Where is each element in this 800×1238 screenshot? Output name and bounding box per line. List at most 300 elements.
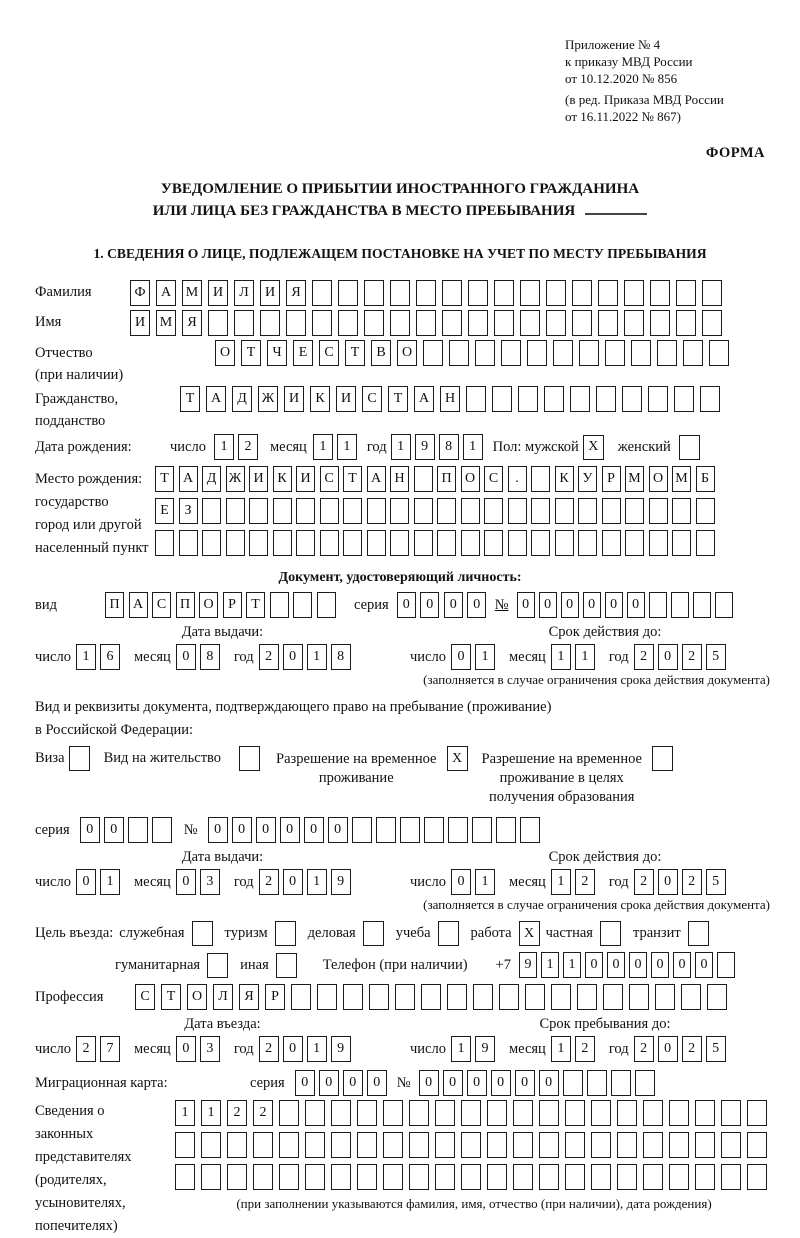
char-cell[interactable]: [577, 984, 597, 1010]
char-cell[interactable]: 0: [283, 1036, 303, 1062]
char-cell[interactable]: [449, 340, 469, 366]
char-cell[interactable]: Т: [388, 386, 408, 412]
char-cell[interactable]: [442, 310, 462, 336]
char-cell[interactable]: [572, 280, 592, 306]
char-cell[interactable]: [617, 1164, 637, 1190]
char-cell[interactable]: [501, 340, 521, 366]
char-cell[interactable]: У: [578, 466, 597, 492]
char-cell[interactable]: И: [336, 386, 356, 412]
char-cell[interactable]: 0: [515, 1070, 535, 1096]
char-cell[interactable]: [657, 340, 677, 366]
char-cell[interactable]: [596, 386, 616, 412]
char-cell[interactable]: [249, 498, 268, 524]
char-cell[interactable]: 0: [367, 1070, 387, 1096]
char-cell[interactable]: 1: [563, 952, 581, 978]
char-cell[interactable]: 0: [176, 644, 196, 670]
char-cell[interactable]: 0: [328, 817, 348, 843]
char-cell[interactable]: [674, 386, 694, 412]
char-cell[interactable]: [395, 984, 415, 1010]
char-cell[interactable]: [253, 1164, 273, 1190]
char-cell[interactable]: [496, 817, 516, 843]
char-cell[interactable]: [696, 530, 715, 556]
char-cell[interactable]: [331, 1164, 351, 1190]
char-cell[interactable]: [578, 498, 597, 524]
char-cell[interactable]: [312, 310, 332, 336]
char-cell[interactable]: [487, 1164, 507, 1190]
char-cell[interactable]: 0: [343, 1070, 363, 1096]
char-cell[interactable]: 0: [176, 869, 196, 895]
char-cell[interactable]: [484, 498, 503, 524]
char-cell[interactable]: 0: [585, 952, 603, 978]
char-cell[interactable]: 9: [475, 1036, 495, 1062]
char-cell[interactable]: [201, 1132, 221, 1158]
char-cell[interactable]: 2: [682, 1036, 702, 1062]
char-cell[interactable]: [650, 310, 670, 336]
char-cell[interactable]: [270, 592, 289, 618]
char-cell[interactable]: И: [130, 310, 150, 336]
char-cell[interactable]: [721, 1132, 741, 1158]
char-cell[interactable]: [226, 498, 245, 524]
char-cell[interactable]: [208, 310, 228, 336]
char-cell[interactable]: [442, 280, 462, 306]
char-cell[interactable]: 2: [238, 434, 258, 460]
char-cell[interactable]: [409, 1100, 429, 1126]
char-cell[interactable]: 0: [176, 1036, 196, 1062]
char-cell[interactable]: 2: [575, 1036, 595, 1062]
char-cell[interactable]: [447, 984, 467, 1010]
char-cell[interactable]: 1: [463, 434, 483, 460]
char-cell[interactable]: [531, 466, 550, 492]
char-cell[interactable]: 1: [391, 434, 411, 460]
visa-checkbox[interactable]: [69, 746, 90, 771]
char-cell[interactable]: [643, 1132, 663, 1158]
char-cell[interactable]: [305, 1164, 325, 1190]
char-cell[interactable]: [234, 310, 254, 336]
char-cell[interactable]: [531, 530, 550, 556]
char-cell[interactable]: И: [208, 280, 228, 306]
char-cell[interactable]: [617, 1132, 637, 1158]
char-cell[interactable]: П: [437, 466, 456, 492]
char-cell[interactable]: [602, 530, 621, 556]
char-cell[interactable]: 8: [331, 644, 351, 670]
purpose-humanitarian-checkbox[interactable]: [207, 953, 228, 978]
char-cell[interactable]: 0: [658, 1036, 678, 1062]
char-cell[interactable]: 2: [575, 869, 595, 895]
char-cell[interactable]: Р: [602, 466, 621, 492]
char-cell[interactable]: [305, 1132, 325, 1158]
char-cell[interactable]: [466, 386, 486, 412]
char-cell[interactable]: [435, 1132, 455, 1158]
char-cell[interactable]: З: [179, 498, 198, 524]
char-cell[interactable]: Т: [161, 984, 181, 1010]
char-cell[interactable]: [423, 340, 443, 366]
char-cell[interactable]: 0: [295, 1070, 315, 1096]
char-cell[interactable]: 1: [475, 869, 495, 895]
char-cell[interactable]: [227, 1164, 247, 1190]
char-cell[interactable]: [461, 530, 480, 556]
char-cell[interactable]: А: [129, 592, 148, 618]
purpose-other-checkbox[interactable]: [276, 953, 297, 978]
char-cell[interactable]: 3: [200, 869, 220, 895]
char-cell[interactable]: [555, 530, 574, 556]
char-cell[interactable]: 0: [319, 1070, 339, 1096]
char-cell[interactable]: 2: [259, 869, 279, 895]
char-cell[interactable]: [643, 1100, 663, 1126]
char-cell[interactable]: [317, 984, 337, 1010]
char-cell[interactable]: В: [371, 340, 391, 366]
char-cell[interactable]: [598, 280, 618, 306]
char-cell[interactable]: А: [179, 466, 198, 492]
char-cell[interactable]: [513, 1164, 533, 1190]
char-cell[interactable]: 1: [214, 434, 234, 460]
char-cell[interactable]: [260, 310, 280, 336]
char-cell[interactable]: 0: [561, 592, 579, 618]
char-cell[interactable]: [598, 310, 618, 336]
char-cell[interactable]: [487, 1132, 507, 1158]
char-cell[interactable]: [468, 310, 488, 336]
char-cell[interactable]: К: [555, 466, 574, 492]
char-cell[interactable]: [293, 592, 312, 618]
char-cell[interactable]: [357, 1100, 377, 1126]
char-cell[interactable]: 0: [283, 644, 303, 670]
char-cell[interactable]: [572, 310, 592, 336]
char-cell[interactable]: Е: [155, 498, 174, 524]
char-cell[interactable]: [390, 498, 409, 524]
char-cell[interactable]: [650, 280, 670, 306]
char-cell[interactable]: [695, 1164, 715, 1190]
char-cell[interactable]: [369, 984, 389, 1010]
char-cell[interactable]: 1: [307, 644, 327, 670]
char-cell[interactable]: [625, 530, 644, 556]
char-cell[interactable]: [587, 1070, 607, 1096]
char-cell[interactable]: 2: [634, 644, 654, 670]
char-cell[interactable]: [175, 1164, 195, 1190]
char-cell[interactable]: 2: [76, 1036, 96, 1062]
char-cell[interactable]: [525, 984, 545, 1010]
char-cell[interactable]: [475, 340, 495, 366]
char-cell[interactable]: Т: [180, 386, 200, 412]
char-cell[interactable]: [520, 817, 540, 843]
char-cell[interactable]: О: [187, 984, 207, 1010]
char-cell[interactable]: [331, 1100, 351, 1126]
char-cell[interactable]: 1: [337, 434, 357, 460]
char-cell[interactable]: [305, 1100, 325, 1126]
char-cell[interactable]: О: [199, 592, 218, 618]
char-cell[interactable]: [539, 1164, 559, 1190]
char-cell[interactable]: 2: [227, 1100, 247, 1126]
char-cell[interactable]: [655, 984, 675, 1010]
purpose-transit-checkbox[interactable]: [688, 921, 709, 946]
char-cell[interactable]: [649, 592, 667, 618]
char-cell[interactable]: [707, 984, 727, 1010]
char-cell[interactable]: Р: [223, 592, 242, 618]
char-cell[interactable]: А: [414, 386, 434, 412]
char-cell[interactable]: [357, 1132, 377, 1158]
char-cell[interactable]: М: [625, 466, 644, 492]
char-cell[interactable]: [602, 498, 621, 524]
temp-permit-checkbox[interactable]: X: [447, 746, 468, 771]
char-cell[interactable]: [693, 592, 711, 618]
char-cell[interactable]: [676, 280, 696, 306]
char-cell[interactable]: [702, 280, 722, 306]
char-cell[interactable]: 1: [201, 1100, 221, 1126]
char-cell[interactable]: М: [156, 310, 176, 336]
char-cell[interactable]: [747, 1132, 767, 1158]
char-cell[interactable]: [672, 530, 691, 556]
char-cell[interactable]: [357, 1164, 377, 1190]
char-cell[interactable]: [468, 280, 488, 306]
purpose-work-checkbox[interactable]: X: [519, 921, 540, 946]
char-cell[interactable]: [461, 1100, 481, 1126]
char-cell[interactable]: 2: [253, 1100, 273, 1126]
char-cell[interactable]: [367, 498, 386, 524]
char-cell[interactable]: [629, 984, 649, 1010]
char-cell[interactable]: [563, 1070, 583, 1096]
char-cell[interactable]: [643, 1164, 663, 1190]
char-cell[interactable]: [409, 1132, 429, 1158]
char-cell[interactable]: [625, 498, 644, 524]
char-cell[interactable]: [364, 310, 384, 336]
char-cell[interactable]: 0: [451, 869, 471, 895]
char-cell[interactable]: 9: [519, 952, 537, 978]
char-cell[interactable]: [551, 984, 571, 1010]
char-cell[interactable]: [669, 1100, 689, 1126]
char-cell[interactable]: Ж: [226, 466, 245, 492]
char-cell[interactable]: [721, 1164, 741, 1190]
char-cell[interactable]: 1: [313, 434, 333, 460]
char-cell[interactable]: [390, 530, 409, 556]
char-cell[interactable]: 0: [491, 1070, 511, 1096]
char-cell[interactable]: [414, 466, 433, 492]
char-cell[interactable]: [338, 310, 358, 336]
char-cell[interactable]: 0: [80, 817, 100, 843]
char-cell[interactable]: 2: [259, 1036, 279, 1062]
char-cell[interactable]: 9: [331, 1036, 351, 1062]
char-cell[interactable]: [513, 1100, 533, 1126]
char-cell[interactable]: 0: [443, 1070, 463, 1096]
char-cell[interactable]: [565, 1164, 585, 1190]
char-cell[interactable]: [508, 530, 527, 556]
char-cell[interactable]: [155, 530, 174, 556]
char-cell[interactable]: 0: [444, 592, 463, 618]
char-cell[interactable]: [202, 498, 221, 524]
char-cell[interactable]: 0: [208, 817, 228, 843]
char-cell[interactable]: 8: [439, 434, 459, 460]
char-cell[interactable]: 0: [304, 817, 324, 843]
char-cell[interactable]: [383, 1164, 403, 1190]
char-cell[interactable]: 0: [627, 592, 645, 618]
char-cell[interactable]: [473, 984, 493, 1010]
char-cell[interactable]: [683, 340, 703, 366]
char-cell[interactable]: [617, 1100, 637, 1126]
char-cell[interactable]: [484, 530, 503, 556]
char-cell[interactable]: Т: [343, 466, 362, 492]
char-cell[interactable]: [343, 530, 362, 556]
char-cell[interactable]: 1: [175, 1100, 195, 1126]
char-cell[interactable]: К: [273, 466, 292, 492]
char-cell[interactable]: [631, 340, 651, 366]
char-cell[interactable]: О: [461, 466, 480, 492]
char-cell[interactable]: [624, 280, 644, 306]
char-cell[interactable]: [312, 280, 332, 306]
char-cell[interactable]: 9: [415, 434, 435, 460]
char-cell[interactable]: [508, 498, 527, 524]
purpose-study-checkbox[interactable]: [438, 921, 459, 946]
char-cell[interactable]: [555, 498, 574, 524]
char-cell[interactable]: Т: [241, 340, 261, 366]
char-cell[interactable]: 2: [682, 644, 702, 670]
char-cell[interactable]: 0: [629, 952, 647, 978]
gender-male-checkbox[interactable]: X: [583, 435, 604, 460]
char-cell[interactable]: [279, 1100, 299, 1126]
char-cell[interactable]: [437, 530, 456, 556]
char-cell[interactable]: Ф: [130, 280, 150, 306]
char-cell[interactable]: Ч: [267, 340, 287, 366]
char-cell[interactable]: [409, 1164, 429, 1190]
char-cell[interactable]: [437, 498, 456, 524]
char-cell[interactable]: [128, 817, 148, 843]
char-cell[interactable]: [253, 1132, 273, 1158]
char-cell[interactable]: [669, 1132, 689, 1158]
char-cell[interactable]: [152, 817, 172, 843]
char-cell[interactable]: 1: [307, 1036, 327, 1062]
residence-permit-checkbox[interactable]: [239, 746, 260, 771]
char-cell[interactable]: 0: [256, 817, 276, 843]
char-cell[interactable]: 5: [706, 869, 726, 895]
char-cell[interactable]: А: [156, 280, 176, 306]
char-cell[interactable]: [424, 817, 444, 843]
char-cell[interactable]: [518, 386, 538, 412]
char-cell[interactable]: [648, 386, 668, 412]
char-cell[interactable]: С: [320, 466, 339, 492]
char-cell[interactable]: [383, 1100, 403, 1126]
char-cell[interactable]: [570, 386, 590, 412]
char-cell[interactable]: [352, 817, 372, 843]
char-cell[interactable]: 0: [420, 592, 439, 618]
char-cell[interactable]: И: [296, 466, 315, 492]
char-cell[interactable]: Л: [234, 280, 254, 306]
char-cell[interactable]: Н: [390, 466, 409, 492]
char-cell[interactable]: [343, 984, 363, 1010]
char-cell[interactable]: [226, 530, 245, 556]
char-cell[interactable]: 1: [100, 869, 120, 895]
char-cell[interactable]: [343, 498, 362, 524]
char-cell[interactable]: 0: [517, 592, 535, 618]
char-cell[interactable]: [591, 1132, 611, 1158]
char-cell[interactable]: 1: [76, 644, 96, 670]
char-cell[interactable]: [539, 1132, 559, 1158]
char-cell[interactable]: [435, 1100, 455, 1126]
char-cell[interactable]: О: [649, 466, 668, 492]
char-cell[interactable]: С: [135, 984, 155, 1010]
char-cell[interactable]: 0: [467, 592, 486, 618]
char-cell[interactable]: 0: [283, 869, 303, 895]
purpose-business-checkbox[interactable]: [363, 921, 384, 946]
char-cell[interactable]: [565, 1132, 585, 1158]
char-cell[interactable]: [414, 530, 433, 556]
char-cell[interactable]: 0: [695, 952, 713, 978]
char-cell[interactable]: 0: [419, 1070, 439, 1096]
char-cell[interactable]: 2: [634, 1036, 654, 1062]
char-cell[interactable]: [544, 386, 564, 412]
char-cell[interactable]: [494, 280, 514, 306]
char-cell[interactable]: 2: [682, 869, 702, 895]
char-cell[interactable]: И: [249, 466, 268, 492]
char-cell[interactable]: [296, 498, 315, 524]
char-cell[interactable]: 1: [541, 952, 559, 978]
char-cell[interactable]: С: [484, 466, 503, 492]
char-cell[interactable]: [179, 530, 198, 556]
char-cell[interactable]: 1: [575, 644, 595, 670]
char-cell[interactable]: 1: [307, 869, 327, 895]
char-cell[interactable]: М: [182, 280, 202, 306]
char-cell[interactable]: [317, 592, 336, 618]
char-cell[interactable]: 1: [451, 1036, 471, 1062]
char-cell[interactable]: 1: [551, 1036, 571, 1062]
char-cell[interactable]: 0: [658, 869, 678, 895]
char-cell[interactable]: [591, 1164, 611, 1190]
edu-permit-checkbox[interactable]: [652, 746, 673, 771]
char-cell[interactable]: 0: [467, 1070, 487, 1096]
char-cell[interactable]: 3: [200, 1036, 220, 1062]
char-cell[interactable]: [622, 386, 642, 412]
char-cell[interactable]: [499, 984, 519, 1010]
char-cell[interactable]: [296, 530, 315, 556]
char-cell[interactable]: [291, 984, 311, 1010]
char-cell[interactable]: [416, 310, 436, 336]
char-cell[interactable]: [461, 1132, 481, 1158]
char-cell[interactable]: [249, 530, 268, 556]
char-cell[interactable]: [520, 310, 540, 336]
char-cell[interactable]: Б: [696, 466, 715, 492]
char-cell[interactable]: 2: [259, 644, 279, 670]
char-cell[interactable]: [416, 280, 436, 306]
char-cell[interactable]: 0: [539, 1070, 559, 1096]
char-cell[interactable]: 0: [232, 817, 252, 843]
char-cell[interactable]: [448, 817, 468, 843]
char-cell[interactable]: [227, 1132, 247, 1158]
char-cell[interactable]: [717, 952, 735, 978]
char-cell[interactable]: Т: [345, 340, 365, 366]
char-cell[interactable]: А: [367, 466, 386, 492]
char-cell[interactable]: [320, 498, 339, 524]
char-cell[interactable]: [546, 280, 566, 306]
char-cell[interactable]: [671, 592, 689, 618]
char-cell[interactable]: [421, 984, 441, 1010]
char-cell[interactable]: О: [215, 340, 235, 366]
char-cell[interactable]: [286, 310, 306, 336]
char-cell[interactable]: К: [310, 386, 330, 412]
char-cell[interactable]: 0: [280, 817, 300, 843]
char-cell[interactable]: 1: [551, 644, 571, 670]
char-cell[interactable]: [520, 280, 540, 306]
char-cell[interactable]: [715, 592, 733, 618]
char-cell[interactable]: С: [362, 386, 382, 412]
char-cell[interactable]: [338, 280, 358, 306]
char-cell[interactable]: 8: [200, 644, 220, 670]
char-cell[interactable]: 0: [583, 592, 601, 618]
char-cell[interactable]: [390, 280, 410, 306]
char-cell[interactable]: Н: [440, 386, 460, 412]
char-cell[interactable]: .: [508, 466, 527, 492]
char-cell[interactable]: [669, 1164, 689, 1190]
char-cell[interactable]: [383, 1132, 403, 1158]
char-cell[interactable]: [649, 498, 668, 524]
char-cell[interactable]: [747, 1164, 767, 1190]
char-cell[interactable]: [201, 1164, 221, 1190]
char-cell[interactable]: М: [672, 466, 691, 492]
char-cell[interactable]: 0: [539, 592, 557, 618]
